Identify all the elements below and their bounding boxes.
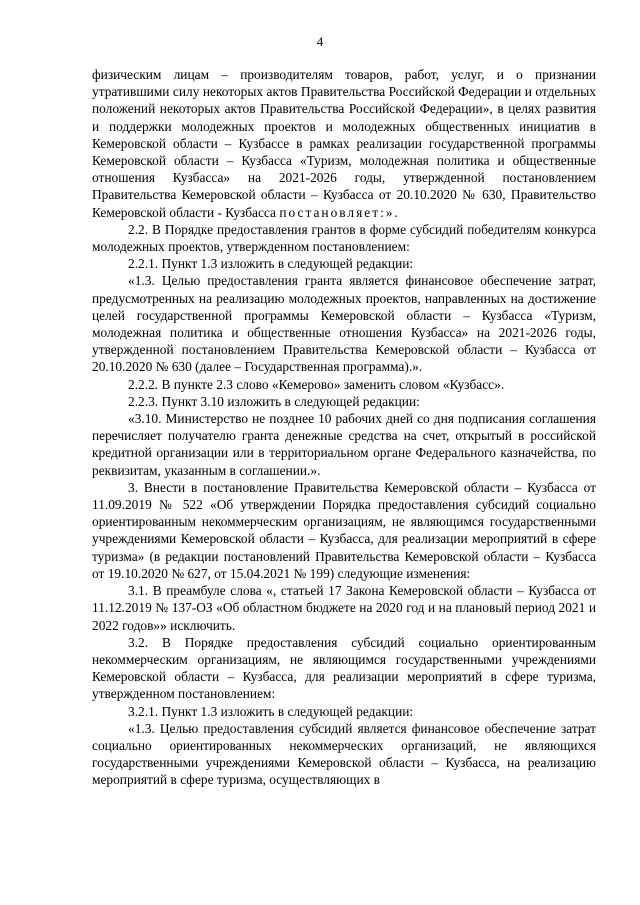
paragraph-text: физическим лицам – производителям товаров, работ, услуг, и о признании утратившими силу некоторых актов Правительства Российской Федерации и отдельных положений некоторых актов Правительства Российской Федерации», в целях развития и поддержки молодежных проектов и молодежных общественных инициатив в Кемеровской области – Кузбассе в рамках реализации государственной программы Кемеровской области – Кузбасса «Туризм, молодежная политика и общественные отношения Кузбасса» на 2021-2026 годы, утвержденной постановлением Правительства Кемеровской области – Кузбасса от 20.10.2020 № 630, Правительство Кемеровской области - Кузбасса xyxy=(92,67,596,220)
paragraph-quote-1-3-grant: «1.3. Целью предоставления гранта является финансовое обеспечение затрат, предусмотренных на реализацию молодежных проектов, направленных на достижение целей государственной программы Кемеровской области – Кузбасса «Туризм, молодежная политика и общественные отношения Кузбасса» на 2021-2026 годы, утвержденной постановлением Правительства Кемеровской области – Кузбасса от 20.10.2020 № 630 (далее – Государственная программа).». xyxy=(92,273,596,375)
paragraph-continuation xyxy=(92,66,596,221)
paragraph-2-2-2: 2.2.2. В пункте 2.3 слово «Кемерово» заменить словом «Кузбасс». xyxy=(128,376,505,392)
spaced-decree-word: постановляет:». xyxy=(279,204,400,220)
paragraph-quote-1-3-subsidy: «1.3. Целью предоставления субсидий является финансовое обеспечение затрат социально ориентированных некоммерческих организаций, не являющихся государственными учреждениями Кемеровской области – Кузбасса, на реализацию мероприятий в сфере туризма, осуществляющих в xyxy=(92,720,596,788)
paragraph-3: 3. Внести в постановление Правительства Кемеровской области – Кузбасса от 11.09.2019 № 522 «Об утверждении Порядка предоставления субсидий социально ориентированным некоммерческим организациям, не являющимся государственными учреждениями Кемеровской области – Кузбасса, для реализации мероприятий в сфере туризма» (в редакции постановлений Правительства Кемеровской области – Кузбасса от 19.10.2020 № 627, от 15.04.2021 № 199) следующие изменения: xyxy=(92,479,596,581)
document-body xyxy=(92,66,596,789)
paragraph-3-2-1: 3.2.1. Пункт 1.3 изложить в следующей редакции: xyxy=(128,703,414,719)
paragraph-2-2-1: 2.2.1. Пункт 1.3 изложить в следующей редакции: xyxy=(128,256,414,272)
paragraph-quote-3-10: «3.10. Министерство не позднее 10 рабочих дней со дня подписания соглашения перечисляет получателю гранта денежные средства на счет, открытый в российской кредитной организации или в территориальном органе Федерального казначейства, по реквизитам, указанным в соглашении.». xyxy=(92,411,596,478)
paragraph-2-2: 2.2. В Порядке предоставления грантов в форме субсидий победителям конкурса молодежных проектов, утвержденном постановлением: xyxy=(92,221,596,255)
page-number: 4 xyxy=(316,34,324,49)
paragraph-3-1: 3.1. В преамбуле слова «, статьей 17 Закона Кемеровской области – Кузбасса от 11.12.2019 № 137-ОЗ «Об областном бюджете на 2020 год и на плановый период 2021 и 2022 годов»» исключить. xyxy=(92,583,596,633)
paragraph-3-2: 3.2. В Порядке предоставления субсидий социально ориентированным некоммерческим организациям, не являющимся государственными учреждениями Кемеровской области – Кузбасса, для реализации мероприятий в сфере туризма, утвержденном постановлением: xyxy=(92,634,596,702)
paragraph-2-2-3: 2.2.3. Пункт 3.10 изложить в следующей редакции: xyxy=(128,393,420,409)
